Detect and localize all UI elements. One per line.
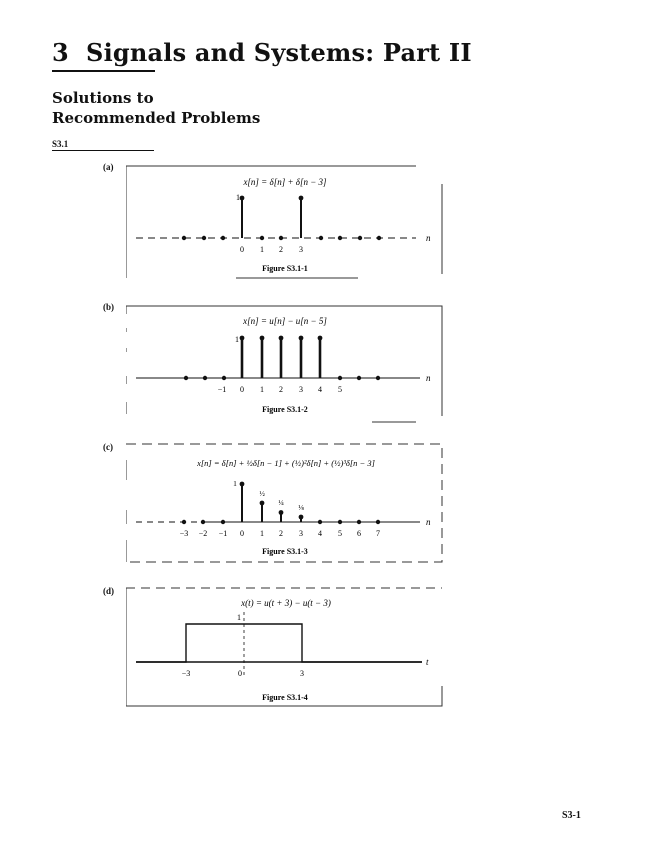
figure-c-tick-0: 0: [240, 529, 244, 538]
figure-c-value-half: ½: [259, 489, 265, 498]
figure-d-tick-m3: −3: [181, 669, 191, 678]
figure-c: [126, 440, 444, 566]
figure-c-plot: [126, 440, 444, 566]
figure-c-value-1: 1: [233, 479, 237, 488]
panel-label-c: (c): [103, 442, 113, 452]
figure-b-caption: Figure S3.1-2: [262, 405, 308, 414]
section-title-line2: Recommended Problems: [52, 109, 261, 127]
page-number: S3-1: [562, 810, 581, 821]
figure-c-tick-4: 4: [318, 529, 322, 538]
figure-b-tick-5: 5: [338, 385, 342, 394]
figure-d-equation: x(t) = u(t + 3) − u(t − 3): [241, 598, 331, 608]
figure-c-tick-1: 1: [260, 529, 264, 538]
figure-c-stems: [242, 484, 301, 522]
section-title-line1: Solutions to: [52, 89, 154, 107]
figure-d-pulse: [136, 624, 422, 662]
figure-b-tick-m1: −1: [217, 385, 227, 394]
figure-d-tick-3: 3: [300, 669, 304, 678]
figure-b: [126, 302, 444, 424]
figure-d-value-1: 1: [237, 613, 241, 622]
figure-d-axis-label: t: [426, 657, 429, 667]
figure-d-plot: [126, 582, 444, 710]
figure-a-tick-1: 1: [260, 245, 264, 254]
figure-a-point-0: [240, 196, 245, 201]
figure-a-plot: [126, 160, 444, 282]
figure-a: [126, 160, 444, 282]
chapter-title-text: Signals and Systems: Part II: [86, 38, 472, 67]
figure-b-tick-2: 2: [279, 385, 283, 394]
figure-c-tick-7: 7: [376, 529, 380, 538]
figure-a-tick-0: 0: [240, 245, 244, 254]
figure-c-caption: Figure S3.1-3: [262, 547, 308, 556]
section-title: [52, 88, 260, 128]
figure-b-axis-label: n: [426, 373, 431, 383]
figure-c-tick-m2: −2: [198, 529, 208, 538]
figure-d-caption: Figure S3.1-4: [262, 693, 308, 702]
figure-c-tick-2: 2: [279, 529, 283, 538]
figure-a-point-3: [299, 196, 304, 201]
figure-c-equation: x[n] = δ[n] + ½δ[n − 1] + (½)²δ[n] + (½)³δ[n − 3]: [197, 458, 375, 468]
figure-a-tick-2: 2: [279, 245, 283, 254]
figure-c-tick-5: 5: [338, 529, 342, 538]
figure-c-value-quarter: ¼: [278, 498, 284, 507]
figure-b-value-1: 1: [235, 335, 239, 344]
figure-a-equation: x[n] = δ[n] + δ[n − 3]: [243, 177, 327, 187]
problem-label: S3.1: [52, 139, 154, 151]
figure-b-stems: [242, 338, 320, 378]
figure-b-tick-0: 0: [240, 385, 244, 394]
figure-b-plot: [126, 302, 444, 424]
panel-label-b: (b): [103, 302, 114, 312]
figure-c-tick-6: 6: [357, 529, 361, 538]
figure-d: [126, 582, 444, 710]
figure-b-tick-4: 4: [318, 385, 322, 394]
panel-label-d: (d): [103, 586, 114, 596]
title-underline: [52, 70, 155, 72]
figure-d-tick-0: 0: [238, 669, 242, 678]
figure-b-tick-1: 1: [260, 385, 264, 394]
chapter-number: 3: [52, 38, 69, 67]
chapter-title: [52, 38, 472, 67]
figure-b-equation: x[n] = u[n] − u[n − 5]: [243, 316, 327, 326]
panel-label-a: (a): [103, 162, 114, 172]
figure-c-axis-label: n: [426, 517, 431, 527]
figure-c-tick-m3: −3: [179, 529, 189, 538]
figure-a-value-1: 1: [236, 193, 240, 202]
figure-c-value-eighth: ⅛: [298, 503, 304, 512]
figure-a-axis-label: n: [426, 233, 431, 243]
figure-a-tick-3: 3: [299, 245, 303, 254]
figure-c-tick-m1: −1: [218, 529, 228, 538]
figure-b-tick-3: 3: [299, 385, 303, 394]
figure-a-caption: Figure S3.1-1: [262, 264, 308, 273]
figure-c-tick-3: 3: [299, 529, 303, 538]
